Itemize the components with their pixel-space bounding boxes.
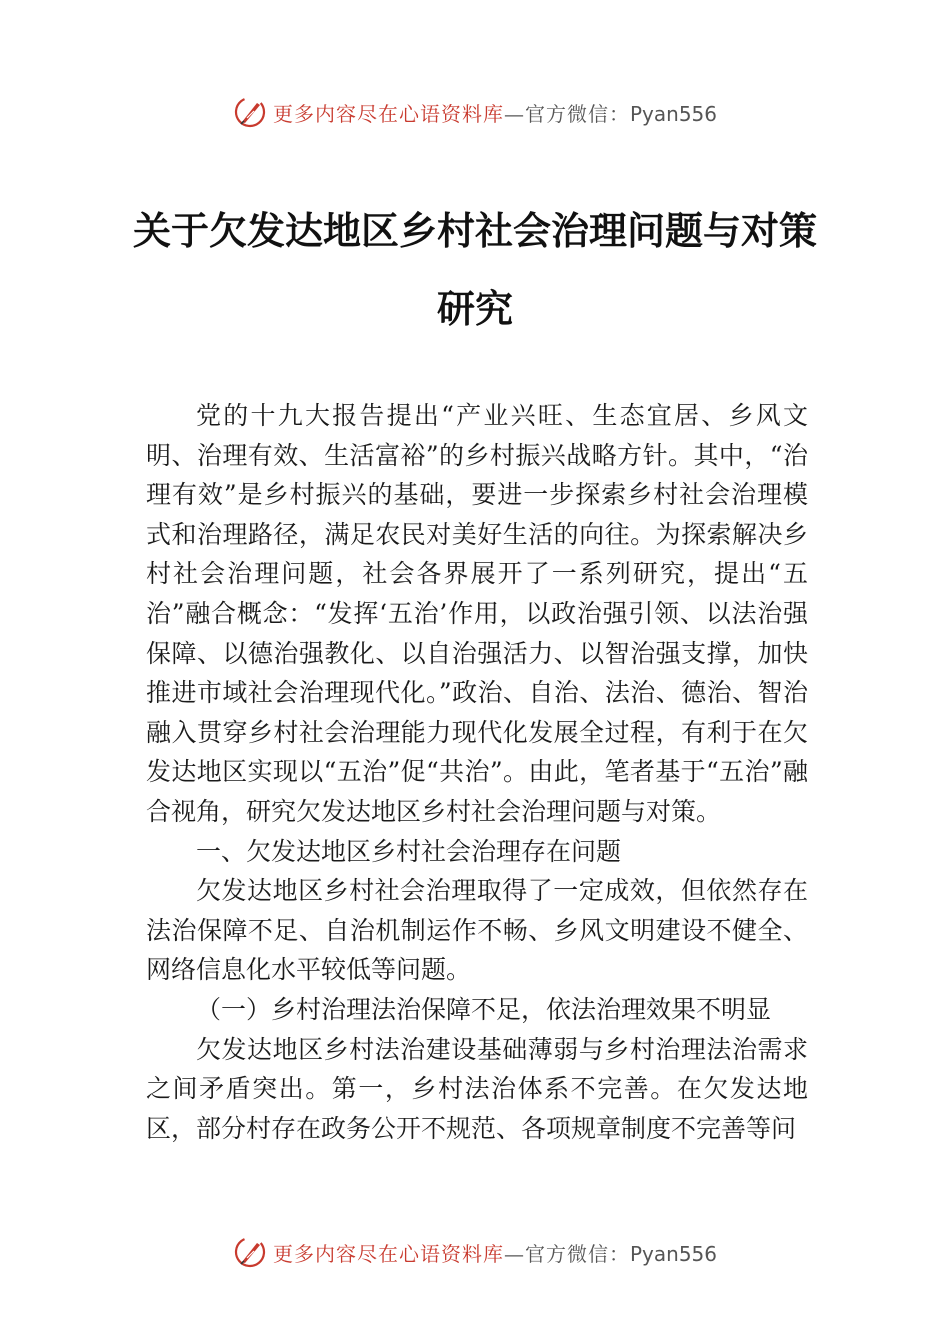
watermark-wechat-id: Pyan556	[629, 1241, 717, 1266]
watermark-banner-bottom	[0, 1232, 950, 1272]
watermark-banner-top	[0, 92, 950, 132]
watermark-text	[273, 98, 717, 127]
document-body	[146, 396, 808, 1148]
watermark-wechat-label: 官方微信：	[524, 1241, 630, 1266]
watermark-text	[273, 1238, 717, 1267]
subsection-heading-1: （一）乡村治理法治保障不足，依法治理效果不明显	[196, 994, 772, 1024]
paragraph-subsection-1: 欠发达地区乡村法治建设基础薄弱与乡村治理法治需求之间矛盾突出。第一，乡村法治体系不完善。在欠发达地区，部分村存在政务公开不规范、各项规章制度不完善等问	[146, 1034, 808, 1143]
paragraph-intro: 党的十九大报告提出“产业兴旺、生态宜居、乡风文明、治理有效、生活富裕”的乡村振兴战略方针。其中，“治理有效”是乡村振兴的基础，要进一步探索乡村社会治理模式和治理路径，满足农民对美好生活的向往。为探索解决乡村社会治理问题，社会各界展开了一系列研究，提出“五治”融合概念：“发挥‘五治’作用，以政治强引领、以法治强保障、以德治强教化、以自治强活力、以智治强支撑，加快推进市域社会治理现代化。”政治、自治、法治、德治、智治融入贯穿乡村社会治理能力现代化发展全过程，有利于在欠发达地区实现以“五治”促“共治”。由此，笔者基于“五治”融合视角，研究欠发达地区乡村社会治理问题与对策。	[146, 401, 808, 826]
section-heading-1: 一、欠发达地区乡村社会治理存在问题	[196, 836, 622, 866]
quill-pen-logo-icon	[233, 1235, 267, 1269]
watermark-brand: 更多内容尽在心语资料库	[272, 1241, 504, 1266]
watermark-separator: —	[503, 1241, 525, 1266]
watermark-brand: 更多内容尽在心语资料库	[272, 101, 504, 126]
watermark-wechat-label: 官方微信：	[524, 101, 630, 126]
quill-pen-logo-icon	[233, 95, 267, 129]
document-title-line2: 研究	[436, 286, 513, 331]
watermark-wechat-id: Pyan556	[629, 101, 717, 126]
document-title-line1: 关于欠发达地区乡村社会治理问题与对策	[132, 208, 817, 253]
watermark-separator: —	[503, 101, 525, 126]
paragraph-section-1: 欠发达地区乡村社会治理取得了一定成效，但依然存在法治保障不足、自治机制运作不畅、乡风文明建设不健全、 网络信息化水平较低等问题。	[146, 876, 808, 985]
